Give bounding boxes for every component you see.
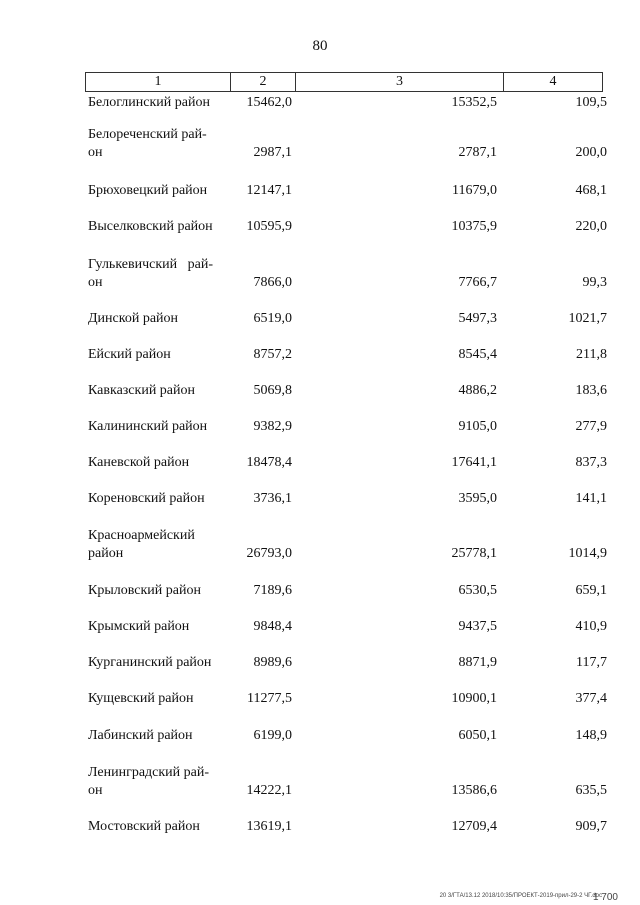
district-name-line: Кущевский район <box>88 691 194 706</box>
cell-col-4: 837,3 <box>575 455 607 470</box>
cell-col-4: 659,1 <box>575 583 607 598</box>
page-number: 80 <box>312 38 328 54</box>
district-name-line: Динской район <box>88 311 179 326</box>
district-name-line: Выселковский район <box>88 219 213 234</box>
cell-col-4: 377,4 <box>575 691 607 706</box>
district-name-line: Каневской район <box>88 455 190 470</box>
district-name-line: Гулькевичский рай- <box>88 257 213 272</box>
cell-col-2: 7866,0 <box>253 275 292 290</box>
cell-col-3: 12709,4 <box>451 819 497 834</box>
district-name <box>88 527 228 563</box>
cell-col-4: 635,5 <box>575 783 607 798</box>
district-name <box>88 727 228 745</box>
cell-col-4: 200,0 <box>575 145 607 160</box>
cell-col-4: 109,5 <box>575 95 607 110</box>
district-name-line: Калининский район <box>88 419 208 434</box>
district-name <box>88 818 228 836</box>
district-name-line: Белоглинский район <box>88 95 210 110</box>
cell-col-2: 13619,1 <box>246 819 292 834</box>
district-name <box>88 346 228 364</box>
cell-col-3: 6050,1 <box>458 728 497 743</box>
district-name-line: Белореченский рай- <box>88 127 207 142</box>
cell-col-2: 11277,5 <box>247 691 292 706</box>
district-name <box>88 618 228 636</box>
cell-col-3: 11679,0 <box>452 183 497 198</box>
cell-col-3: 10375,9 <box>451 219 497 234</box>
district-name <box>88 454 228 472</box>
district-name <box>88 256 228 292</box>
district-name <box>88 126 228 162</box>
district-name-line: он <box>88 275 103 290</box>
cell-col-2: 8757,2 <box>253 347 292 362</box>
district-name <box>88 418 228 436</box>
cell-col-2: 6519,0 <box>253 311 292 326</box>
cell-col-2: 5069,8 <box>253 383 292 398</box>
footer-mark: 1 700 <box>592 892 618 903</box>
cell-col-2: 12147,1 <box>246 183 292 198</box>
district-name-line: Ленинградский рай- <box>88 765 210 780</box>
cell-col-4: 148,9 <box>575 728 607 743</box>
header-col-1: 1 <box>86 73 231 91</box>
district-name-line: Крыловский район <box>88 583 201 598</box>
cell-col-4: 1021,7 <box>568 311 607 326</box>
cell-col-2: 9848,4 <box>253 619 292 634</box>
cell-col-4: 211,8 <box>576 347 607 362</box>
cell-col-2: 14222,1 <box>246 783 292 798</box>
cell-col-4: 117,7 <box>576 655 607 670</box>
district-name <box>88 218 228 236</box>
cell-col-2: 26793,0 <box>246 546 292 561</box>
district-name-line: Брюховецкий район <box>88 183 208 198</box>
cell-col-3: 3595,0 <box>458 491 497 506</box>
cell-col-3: 15352,5 <box>451 95 497 110</box>
cell-col-3: 5497,3 <box>458 311 497 326</box>
cell-col-3: 17641,1 <box>451 455 497 470</box>
cell-col-3: 25778,1 <box>451 546 497 561</box>
district-name-line: он <box>88 783 103 798</box>
district-name-line: район <box>88 546 124 561</box>
cell-col-2: 3736,1 <box>253 491 292 506</box>
cell-col-4: 468,1 <box>575 183 607 198</box>
district-name-line: Крымский район <box>88 619 190 634</box>
cell-col-3: 10900,1 <box>451 691 497 706</box>
district-name-line: Кореновский район <box>88 491 205 506</box>
district-name-line: Кавказский район <box>88 383 196 398</box>
cell-col-3: 13586,6 <box>451 783 497 798</box>
district-name <box>88 490 228 508</box>
cell-col-2: 18478,4 <box>246 455 292 470</box>
cell-col-4: 277,9 <box>575 419 607 434</box>
district-name <box>88 382 228 400</box>
cell-col-2: 9382,9 <box>253 419 292 434</box>
cell-col-2: 6199,0 <box>253 728 292 743</box>
cell-col-3: 4886,2 <box>458 383 497 398</box>
district-name-line: Ейский район <box>88 347 171 362</box>
cell-col-3: 6530,5 <box>458 583 497 598</box>
cell-col-2: 15462,0 <box>246 95 292 110</box>
district-name <box>88 654 228 672</box>
cell-col-3: 9105,0 <box>458 419 497 434</box>
district-name-line: Лабинский район <box>88 728 193 743</box>
cell-col-4: 183,6 <box>575 383 607 398</box>
cell-col-3: 8871,9 <box>458 655 497 670</box>
district-name <box>88 582 228 600</box>
district-name <box>88 94 228 112</box>
cell-col-2: 7189,6 <box>253 583 292 598</box>
district-name <box>88 764 228 800</box>
cell-col-4: 99,3 <box>582 275 607 290</box>
cell-col-3: 7766,7 <box>458 275 497 290</box>
footer-file-stamp: 20 3/ГТА/13.12 2018/10:35/ПРОЕКТ-2019-прил-29-2 ЧГ.doc <box>439 893 602 899</box>
district-name-line: он <box>88 145 103 160</box>
cell-col-3: 9437,5 <box>458 619 497 634</box>
district-name <box>88 690 228 708</box>
header-col-3: 3 <box>296 73 504 91</box>
district-name-line: Красноармейский <box>88 528 195 543</box>
cell-col-2: 2987,1 <box>253 145 292 160</box>
cell-col-3: 2787,1 <box>458 145 497 160</box>
cell-col-3: 8545,4 <box>458 347 497 362</box>
cell-col-4: 1014,9 <box>568 546 607 561</box>
district-name <box>88 182 228 200</box>
cell-col-2: 8989,6 <box>253 655 292 670</box>
cell-col-4: 141,1 <box>575 491 607 506</box>
cell-col-4: 220,0 <box>575 219 607 234</box>
district-name-line: Мостовский район <box>88 819 200 834</box>
district-name <box>88 310 228 328</box>
cell-col-2: 10595,9 <box>246 219 292 234</box>
header-col-2: 2 <box>231 73 296 91</box>
cell-col-4: 410,9 <box>575 619 607 634</box>
cell-col-4: 909,7 <box>575 819 607 834</box>
header-col-4: 4 <box>549 74 557 89</box>
district-name-line: Курганинский район <box>88 655 212 670</box>
